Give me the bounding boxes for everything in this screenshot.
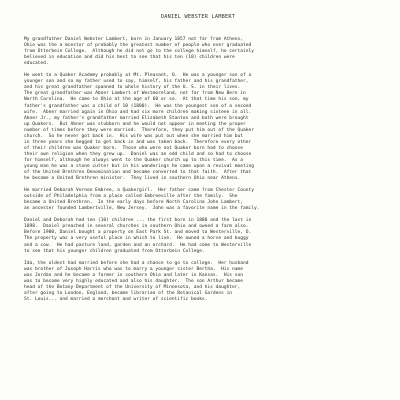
paragraph-3 [24, 188, 372, 212]
text-line: North Carolina. He came to Ohio at the age of 60 or so. At that time his son, my [24, 97, 249, 103]
text-line: up Quakers. But Abner was stubborn and he would not appear in meeting the proper [24, 121, 246, 127]
text-line: church. So he never got back in. His wife was put out when she married him but [24, 133, 243, 139]
text-line: Daniel and Deborah had ten (10) children ... the first born in 1880 and the last in [24, 218, 252, 224]
text-line: Ohio was the a mcestor of probably the greatest number of people who ever graduated [24, 43, 252, 49]
text-line: St. Louis... and married a merchant and writer of scientific books. [24, 296, 208, 302]
text-line: of their children was Quaker born. Those who were not Quaker born had to choose [24, 145, 243, 151]
text-line: was Jordan and he became a farmer in southern Ohio and later in Kansas. His son [24, 272, 243, 278]
text-line: of the United Brethren Denomination and became converted to that faith. After that [24, 170, 252, 176]
text-line: The great grandfather was Abner Lambert of Westmoreland, not far from New Bern in [24, 91, 246, 97]
text-line: 1898. Daniel preached in several churches in southern Ohio and owned a farm also. [24, 224, 249, 230]
text-line: was to become very highly educated and also his daughter. The son Arthur became [24, 278, 243, 284]
text-line: Before 1900, Daniel bought a property on East Park St. and moved to Westerville, O. [24, 230, 252, 236]
text-line: wife. Abner married again in Ohio and had six more children making sixteen in all. [24, 109, 252, 115]
text-line: from Otterbein College. Although he did not go to the college himself, he certainly [24, 49, 254, 55]
paragraph-4 [24, 218, 372, 254]
text-line: head of the Botany Department of the University of Minnesota, and his daughter, [24, 284, 241, 290]
paragraph-5 [24, 261, 372, 303]
text-line: My grandfather Daniel Webster Lambert, born in January 1857 not far from Athens, [24, 37, 243, 43]
text-line: their own religion when they grew up. Daniel was an odd child and so had to choose [24, 151, 252, 157]
text-line: he became a United Brethren minister. They lived in southern Ohio near Athens. [24, 176, 241, 182]
text-line: and his great grandfather spanned to whole history of the U. S. in their lives. [24, 85, 241, 91]
text-line: Abner Jr., my father's grandfather married Elizabeth Stanton and both were brought [24, 115, 249, 121]
text-line: number of times before they were married. Therefore, they put him out of the Quaker [24, 127, 254, 133]
document-title: DANIEL WEBSTER LAMBERT [160, 14, 236, 20]
text-line: educated. [24, 61, 49, 67]
text-line: outside of Philadelphia from a place called Embreeville after the family. She [24, 194, 238, 200]
text-line: an ancester founded Lambertville, New Jersey. John was a favorite name in the family. [24, 206, 260, 212]
text-line: young man he was a stone cutter but in his wanderings he came upon a revival meeting [24, 163, 254, 169]
text-line: He went to a Quaker Academy probably at Mt. Pleasant, O. He was a younger son of a [24, 73, 252, 79]
text-line: The property was a very useful place in which to live. He owned a horse and buggy [24, 236, 249, 242]
text-line: to see that his younger children graduated from Otterbein College. [24, 248, 205, 254]
document-body [24, 37, 372, 303]
text-line: Ida, the oldest had married before she had a chance to go to college. Her husband [24, 260, 249, 266]
paragraph-1 [24, 37, 372, 67]
text-line: after going to London, England, became librarian of the Botanical Gardens in [24, 290, 233, 296]
text-line: believed in education and did his best to see that his ten (10) children were [24, 55, 235, 61]
text-line: for himself, although he always went to the Quaker church up to this time. As a [24, 157, 243, 163]
text-line: He married Deborah Vernon Embree, a Quakergirl. Her father came from Chester County [24, 188, 254, 194]
text-line: became a United Brethren. In the early days before North Carolina John Lambert, [24, 200, 243, 206]
text-line: father's grandfather was a child of 10 (1800). He was the youngest son of a second [24, 103, 252, 109]
text-line: and a cow. He had pasture land, garden and an orchard. He had come to Westerville [24, 242, 252, 248]
text-line: in three years she begged to get back in and was taken back. Therefore every other [24, 139, 252, 145]
text-line: younger son and so my father used to say, himself, his father and his grandfather, [24, 79, 249, 85]
paragraph-2 [24, 73, 372, 182]
text-line: was brother of Joseph Harris who was to marry a younger sister Bertha. His name [24, 266, 243, 272]
